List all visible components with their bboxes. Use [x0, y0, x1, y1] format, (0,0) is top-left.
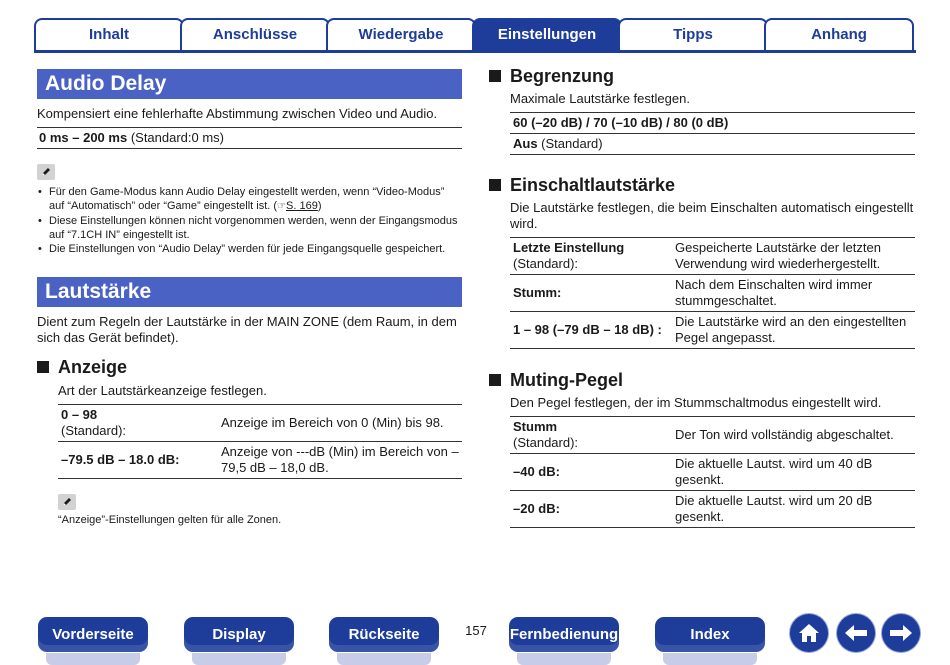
square-bullet-icon: [489, 70, 501, 82]
nav-fernbedienung-button[interactable]: Fernbedienung: [509, 617, 619, 652]
note-item: • Für den Game-Modus kann Audio Delay eingestellt werden, wenn “Video-Modus” auf “Automatisch” oder “Game” eingestellt ist. (☞S. 169): [37, 185, 462, 214]
page-number: 157: [465, 623, 487, 638]
table-row: [510, 113, 915, 134]
table-cell-value: Der Ton wird vollständig abgeschaltet.: [672, 417, 915, 454]
muting-table: [510, 416, 915, 528]
arrow-left-icon: [843, 623, 869, 643]
audio-delay-range: [37, 128, 462, 148]
table-cell-value: Gespeicherte Lautstärke der letzten Verwendung wird wiederhergestellt.: [672, 238, 915, 275]
nav-display-button[interactable]: Display: [184, 617, 294, 652]
table-cell-key: 1 – 98 (–79 dB – 18 dB) :: [510, 312, 672, 349]
square-bullet-icon: [37, 361, 49, 373]
tab-wiedergabe[interactable]: Wiedergabe: [326, 18, 476, 52]
table-cell-value: Anzeige im Bereich von 0 (Min) bis 98.: [218, 405, 462, 442]
table-row: [510, 238, 915, 275]
pencil-icon: [37, 164, 55, 180]
table-cell-key: –40 dB:: [510, 454, 672, 491]
square-bullet-icon: [489, 179, 501, 191]
audio-delay-header: Audio Delay: [37, 69, 462, 99]
arrow-right-icon: [888, 623, 914, 643]
table-cell-key: Aus (Standard): [510, 134, 915, 155]
note-item: • Die Einstellungen von “Audio Delay” werden für jede Eingangsquelle gespeichert.: [37, 242, 462, 256]
left-column: [37, 69, 462, 527]
lautstaerke-header: Lautstärke: [37, 277, 462, 307]
table-cell-value: Die aktuelle Lautst. wird um 40 dB gesenkt.: [672, 454, 915, 491]
tab-baseline: [34, 50, 916, 53]
anzeige-table: [58, 404, 462, 479]
table-row: [510, 417, 915, 454]
table-row: [58, 405, 462, 442]
pencil-icon: [58, 494, 76, 510]
table-cell-key: 60 (–20 dB) / 70 (–10 dB) / 80 (0 dB): [510, 113, 915, 134]
begrenzung-heading: Begrenzung: [489, 65, 915, 87]
einschalt-table: [510, 237, 915, 349]
tab-tipps[interactable]: Tipps: [618, 18, 768, 52]
tab-anhang[interactable]: Anhang: [764, 18, 914, 52]
audio-delay-range-value: 0 ms – 200 ms: [39, 130, 128, 145]
table-row: [510, 275, 915, 312]
hand-pointer-icon: ☞: [277, 201, 287, 212]
nav-index-button[interactable]: Index: [655, 617, 765, 652]
table-cell-value: Nach dem Einschalten wird immer stummgeschaltet.: [672, 275, 915, 312]
back-button[interactable]: [837, 614, 875, 652]
table-cell-key: –79.5 dB – 18.0 dB:: [58, 442, 218, 479]
table-cell-value: Die Lautstärke wird an den eingestellten Pegel angepasst.: [672, 312, 915, 349]
tab-anschluesse[interactable]: Anschlüsse: [180, 18, 330, 52]
square-bullet-icon: [489, 374, 501, 386]
table-cell-key: –20 dB:: [510, 491, 672, 528]
einschalt-description: Die Lautstärke festlegen, die beim Einschalten automatisch eingestellt wird.: [510, 200, 914, 231]
nav-vorderseite-button[interactable]: Vorderseite: [38, 617, 148, 652]
right-column: [489, 65, 915, 528]
nav-rueckseite-button[interactable]: Rückseite: [329, 617, 439, 652]
table-row: [58, 442, 462, 479]
anzeige-note: “Anzeige”-Einstellungen gelten für alle Zonen.: [58, 514, 282, 526]
table-cell-key: Stumm (Standard):: [510, 417, 672, 454]
table-row: [510, 312, 915, 349]
table-cell-key: 0 – 98 (Standard):: [58, 405, 218, 442]
audio-delay-notes: [37, 185, 462, 256]
note-item: • Diese Einstellungen können nicht vorgenommen werden, wenn der Eingangsmodus auf “7.1CH IN” eingestellt ist.: [37, 214, 462, 242]
tab-inhalt[interactable]: Inhalt: [34, 18, 184, 52]
table-cell-key: Stumm:: [510, 275, 672, 312]
page-link[interactable]: S. 169: [286, 200, 318, 212]
tab-bar: [0, 0, 950, 54]
table-row: [510, 454, 915, 491]
divider: [37, 148, 462, 149]
table-cell-key: Letzte Einstellung (Standard):: [510, 238, 672, 275]
audio-delay-description: Kompensiert eine fehlerhafte Abstimmung zwischen Video und Audio.: [37, 106, 438, 121]
tab-einstellungen[interactable]: Einstellungen: [472, 18, 622, 52]
anzeige-description: Art der Lautstärkeanzeige festlegen.: [58, 383, 267, 398]
begrenzung-table: [510, 112, 915, 155]
home-icon: [797, 622, 821, 644]
table-cell-value: Die aktuelle Lautst. wird um 20 dB gesenkt.: [672, 491, 915, 528]
muting-description: Den Pegel festlegen, der im Stummschaltmodus eingestellt wird.: [510, 395, 882, 410]
table-row: [510, 134, 915, 155]
anzeige-heading: Anzeige: [37, 356, 462, 378]
audio-delay-range-default: (Standard:0 ms): [130, 130, 225, 145]
forward-button[interactable]: [882, 614, 920, 652]
home-button[interactable]: [790, 614, 828, 652]
table-cell-value: Anzeige von ---dB (Min) im Bereich von –79,5 dB – 18,0 dB.: [218, 442, 462, 479]
einschalt-heading: Einschaltlautstärke: [489, 174, 915, 196]
lautstaerke-description: Dient zum Regeln der Lautstärke in der MAIN ZONE (dem Raum, in dem sich das Gerät befindet).: [37, 314, 457, 345]
begrenzung-description: Maximale Lautstärke festlegen.: [510, 91, 690, 106]
table-row: [510, 491, 915, 528]
muting-heading: Muting-Pegel: [489, 369, 915, 391]
